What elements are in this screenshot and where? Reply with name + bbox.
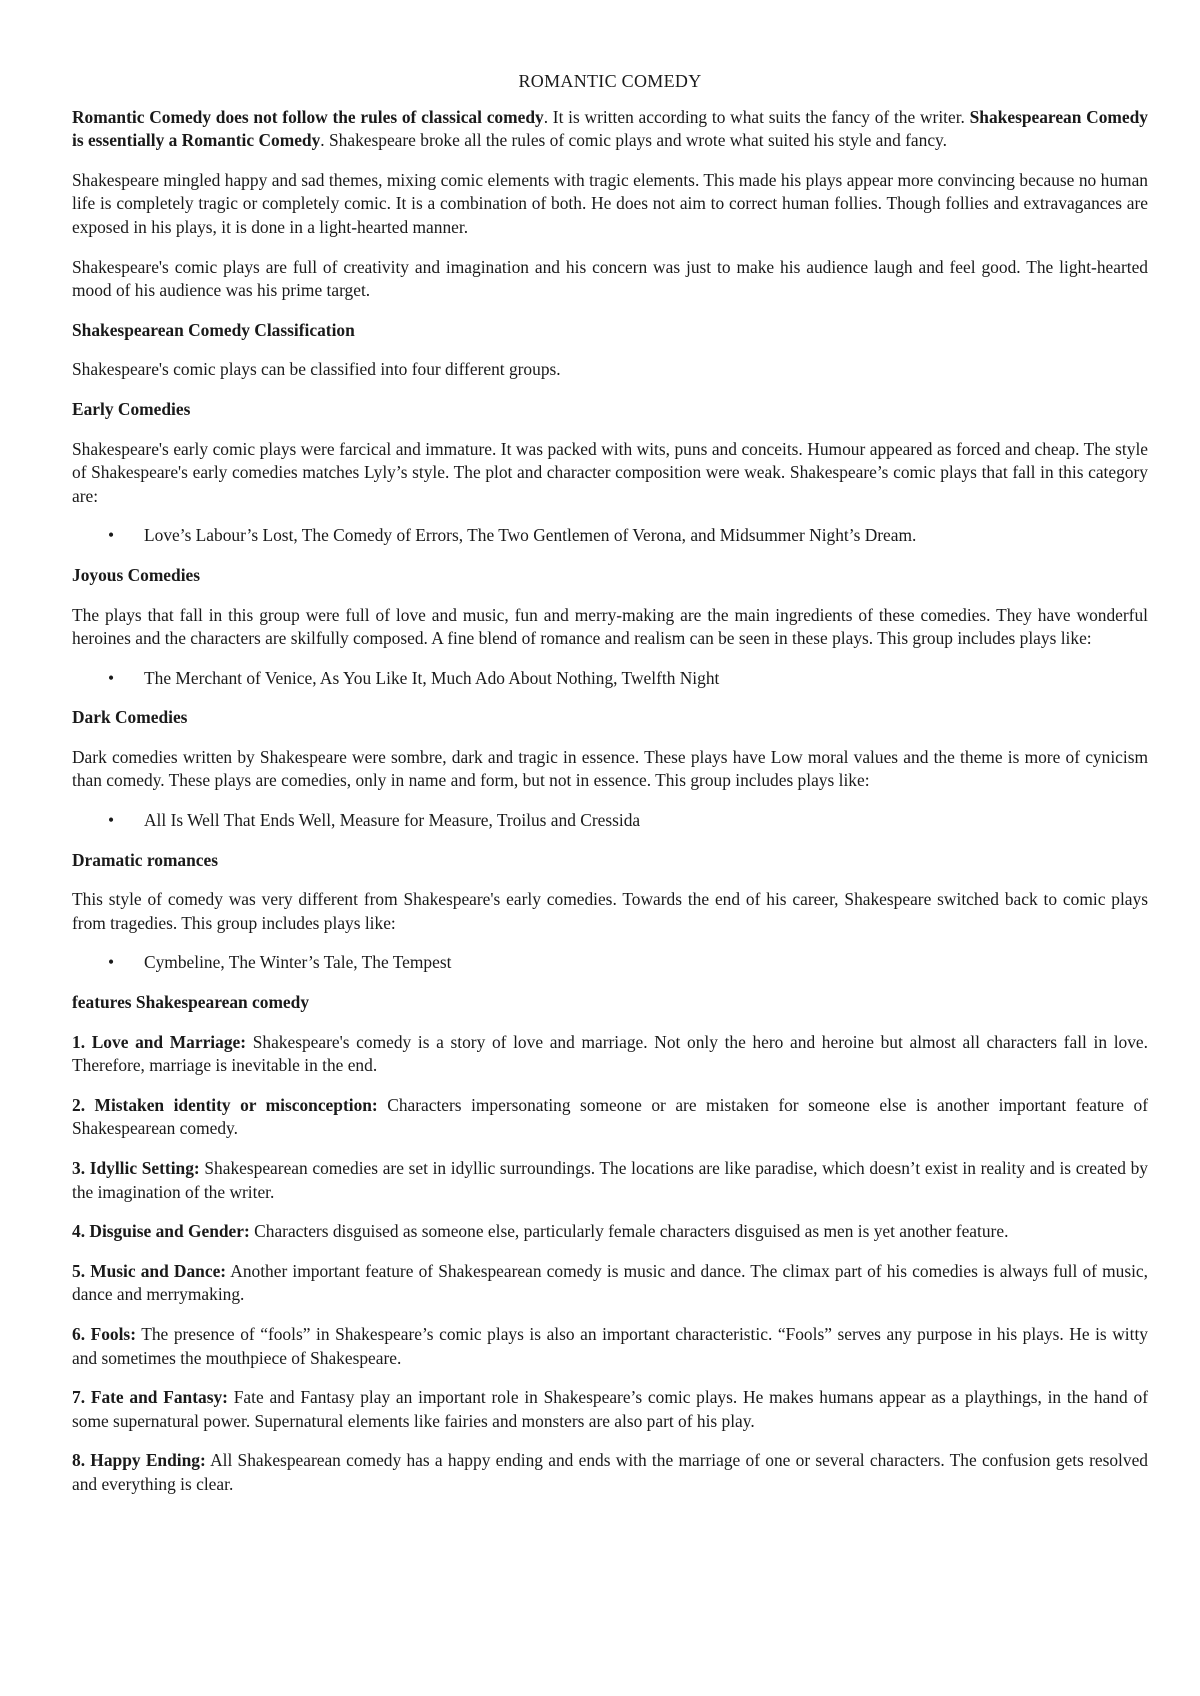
feature-label: 7. Fate and Fantasy:	[72, 1387, 228, 1408]
feature-label: 5. Music and Dance:	[72, 1260, 227, 1281]
intro-text-2: . Shakespeare broke all the rules of comic plays and wrote what suited his style and fancy.	[320, 130, 947, 151]
feature-text: Another important feature of Shakespearean comedy is music and dance. The climax part of his comedies is always full of music, dance and merrymaking.	[72, 1260, 1148, 1305]
group-list-joyous	[72, 667, 1148, 691]
list-item	[72, 667, 1148, 691]
group-heading-early: Early Comedies	[72, 398, 191, 419]
group-heading-dark: Dark Comedies	[72, 707, 188, 728]
list-item	[72, 524, 1148, 548]
list-item-text: All Is Well That Ends Well, Measure for Measure, Troilus and Cressida	[144, 810, 641, 831]
feature-text: Shakespearean comedies are set in idyllic surroundings. The locations are like paradise, which doesn’t exist in reality and is created by the imagination of the writer.	[72, 1158, 1148, 1202]
bullet-icon: •	[108, 525, 115, 546]
paragraph-3: Shakespeare's comic plays are full of creativity and imagination and his concern was just to make his audience laugh and feel good. The light-hearted mood of his audience was his prime target.	[72, 256, 1148, 301]
bullet-icon: •	[108, 952, 115, 973]
classification-heading: Shakespearean Comedy Classification	[72, 319, 355, 340]
feature-text: The presence of “fools” in Shakespeare’s comic plays is also an important characteristic. “Fools” serves any purpose in his plays. He is witty and sometimes the mouthpiece of Shakespeare.	[72, 1323, 1148, 1368]
group-heading-joyous: Joyous Comedies	[72, 564, 201, 585]
feature-label: 1. Love and Marriage:	[72, 1031, 247, 1052]
feature-label: 6. Fools:	[72, 1323, 136, 1344]
group-list-dramatic	[72, 951, 1148, 975]
feature-item	[72, 1323, 1148, 1370]
group-heading-dramatic: Dramatic romances	[72, 849, 219, 870]
feature-item	[72, 1094, 1148, 1141]
paragraph-2: Shakespeare mingled happy and sad themes, mixing comic elements with tragic elements. This made his plays appear more convincing because no human life is completely tragic or completely comic. It is a combination of both. He does not aim to correct human follies. Though follies and extravagances are exposed in his plays, it is done in a light-hearted manner.	[72, 169, 1148, 237]
feature-item	[72, 1031, 1148, 1078]
group-text-dark: Dark comedies written by Shakespeare were sombre, dark and tragic in essence. These plays have Low moral values and the theme is more of cynicism than comedy. These plays are comedies, only in name and form, but not in essence. This group includes plays like:	[72, 746, 1148, 791]
classification-text: Shakespeare's comic plays can be classified into four different groups.	[72, 359, 561, 380]
group-list-dark	[72, 809, 1148, 833]
feature-text: Fate and Fantasy play an important role in Shakespeare’s comic plays. He makes humans appear as a playthings, in the hand of some supernatural power. Supernatural elements like fairies and monsters are also part of his play.	[72, 1387, 1148, 1431]
feature-label: 4. Disguise and Gender:	[72, 1221, 250, 1242]
intro-text-1: . It is written according to what suits the fancy of the writer.	[543, 106, 970, 127]
list-item	[72, 951, 1148, 975]
list-item-text: The Merchant of Venice, As You Like It, Much Ado About Nothing, Twelfth Night	[144, 667, 720, 688]
list-item	[72, 809, 1148, 833]
group-text-early: Shakespeare's early comic plays were farcical and immature. It was packed with wits, puns and conceits. Humour appeared as forced and cheap. The style of Shakespeare's early comedies matches Lyly’s style. The plot and character composition were weak. Shakespeare’s comic plays that fall in this category are:	[72, 438, 1148, 506]
group-text-dramatic: This style of comedy was very different from Shakespeare's early comedies. Towards the end of his career, Shakespeare switched back to comic plays from tragedies. This group includes plays like:	[72, 889, 1148, 933]
feature-item	[72, 1386, 1148, 1433]
intro-bold-2: Shakespearean Comedy is essentially a Romantic Comedy	[72, 106, 1148, 151]
intro-paragraph	[72, 106, 1148, 153]
feature-item	[72, 1260, 1148, 1307]
feature-item	[72, 1220, 1148, 1244]
features-heading: features Shakespearean comedy	[72, 992, 310, 1013]
feature-item	[72, 1157, 1148, 1204]
feature-label: 2. Mistaken identity or misconception:	[72, 1094, 378, 1115]
list-item-text: Cymbeline, The Winter’s Tale, The Tempest	[144, 952, 452, 973]
group-list-early	[72, 524, 1148, 548]
group-text-joyous: The plays that fall in this group were full of love and music, fun and merry-making are the main ingredients of these comedies. They have wonderful heroines and the characters are skilfully composed. A fine blend of romance and realism can be seen in these plays. This group includes plays like:	[72, 604, 1148, 649]
list-item-text: Love’s Labour’s Lost, The Comedy of Errors, The Two Gentlemen of Verona, and Midsummer Night’s Dream.	[144, 525, 917, 546]
feature-item	[72, 1449, 1148, 1496]
bullet-icon: •	[108, 667, 115, 688]
feature-text: Characters impersonating someone or are mistaken for someone else is another important feature of Shakespearean comedy.	[72, 1094, 1148, 1139]
document-page	[72, 70, 1148, 1513]
feature-text: All Shakespearean comedy has a happy ending and ends with the marriage of one or several characters. The confusion gets resolved and everything is clear.	[72, 1450, 1148, 1494]
bullet-icon: •	[108, 810, 115, 831]
document-title: ROMANTIC COMEDY	[518, 71, 702, 91]
feature-text: Characters disguised as someone else, particularly female characters disguised as men is yet another feature.	[249, 1221, 1009, 1242]
intro-bold-1: Romantic Comedy does not follow the rules of classical comedy	[72, 106, 544, 127]
feature-text: Shakespeare's comedy is a story of love and marriage. Not only the hero and heroine but almost all characters fall in love. Therefore, marriage is inevitable in the end.	[72, 1031, 1148, 1076]
feature-label: 8. Happy Ending:	[72, 1450, 206, 1471]
feature-label: 3. Idyllic Setting:	[72, 1158, 200, 1178]
